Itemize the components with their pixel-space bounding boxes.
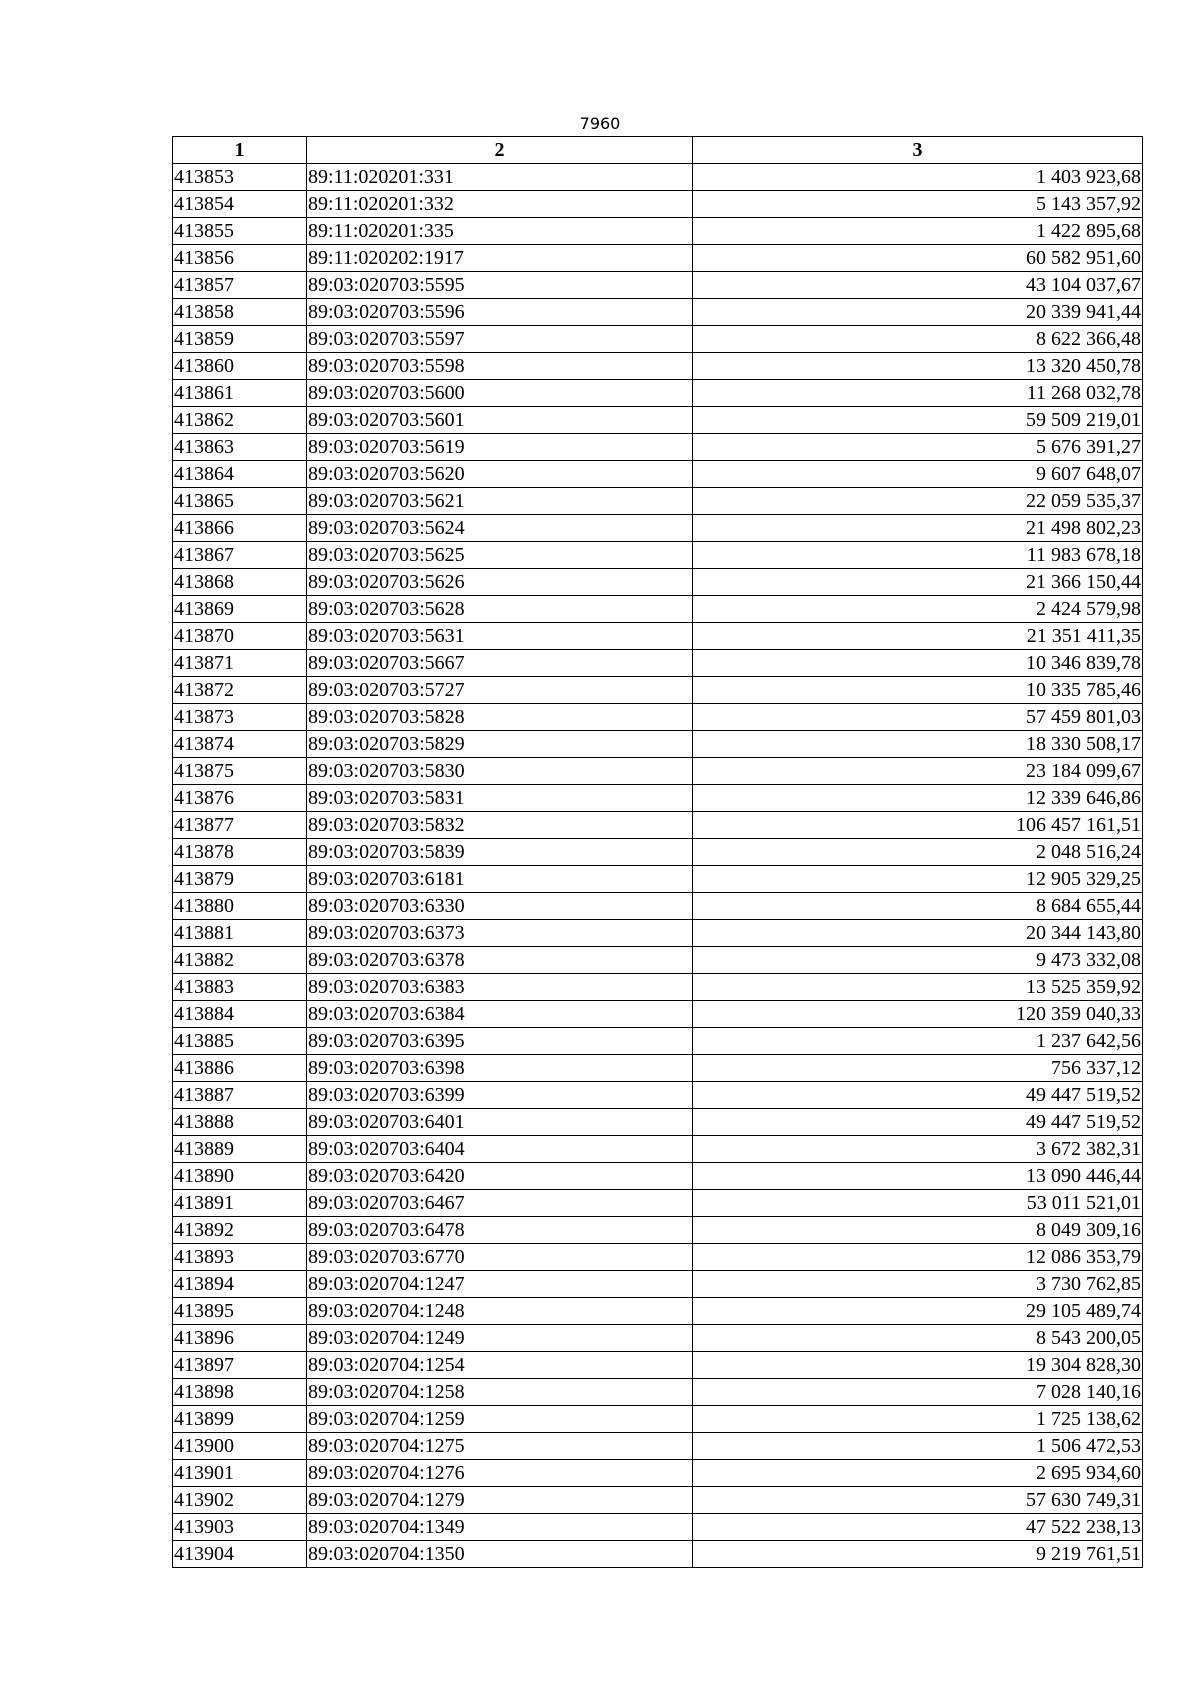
row-id-cell: 413869 [173,596,307,623]
row-id-cell: 413855 [173,218,307,245]
value-cell: 12 905 329,25 [693,866,1143,893]
row-id-cell: 413903 [173,1514,307,1541]
data-table [172,136,1143,1568]
cadastral-number-cell: 89:03:020703:5828 [307,704,693,731]
table-row [173,1244,1143,1271]
table-row [173,218,1143,245]
table-row [173,974,1143,1001]
cadastral-number-cell: 89:03:020703:5596 [307,299,693,326]
cadastral-number-cell: 89:03:020704:1249 [307,1325,693,1352]
value-cell: 9 219 761,51 [693,1541,1143,1568]
row-id-cell: 413865 [173,488,307,515]
cadastral-number-cell: 89:11:020201:331 [307,164,693,191]
cadastral-number-cell: 89:03:020703:5839 [307,839,693,866]
table-row [173,893,1143,920]
table-row [173,812,1143,839]
table-row [173,407,1143,434]
cadastral-number-cell: 89:03:020703:5597 [307,326,693,353]
cadastral-number-cell: 89:03:020703:6399 [307,1082,693,1109]
row-id-cell: 413867 [173,542,307,569]
value-cell: 3 672 382,31 [693,1136,1143,1163]
row-id-cell: 413879 [173,866,307,893]
cadastral-number-cell: 89:03:020703:6398 [307,1055,693,1082]
table-row [173,1190,1143,1217]
row-id-cell: 413876 [173,785,307,812]
table-row [173,1136,1143,1163]
table-row [173,1406,1143,1433]
cadastral-number-cell: 89:03:020703:6467 [307,1190,693,1217]
table-row [173,1433,1143,1460]
page-number: 7960 [579,114,621,133]
value-cell: 18 330 508,17 [693,731,1143,758]
row-id-cell: 413885 [173,1028,307,1055]
value-cell: 43 104 037,67 [693,272,1143,299]
table-row [173,272,1143,299]
row-id-cell: 413882 [173,947,307,974]
cadastral-number-cell: 89:03:020703:6770 [307,1244,693,1271]
value-cell: 8 622 366,48 [693,326,1143,353]
value-cell: 20 339 941,44 [693,299,1143,326]
value-cell: 1 403 923,68 [693,164,1143,191]
value-cell: 21 498 802,23 [693,515,1143,542]
table-row [173,839,1143,866]
table-row [173,191,1143,218]
table-row [173,1487,1143,1514]
table-row [173,1298,1143,1325]
row-id-cell: 413899 [173,1406,307,1433]
value-cell: 106 457 161,51 [693,812,1143,839]
value-cell: 57 630 749,31 [693,1487,1143,1514]
cadastral-number-cell: 89:03:020703:5624 [307,515,693,542]
table-row [173,704,1143,731]
table-row [173,1379,1143,1406]
table-row [173,1163,1143,1190]
cadastral-number-cell: 89:03:020703:6181 [307,866,693,893]
row-id-cell: 413856 [173,245,307,272]
cadastral-number-cell: 89:03:020703:5595 [307,272,693,299]
row-id-cell: 413898 [173,1379,307,1406]
value-cell: 49 447 519,52 [693,1109,1143,1136]
row-id-cell: 413871 [173,650,307,677]
table-row [173,461,1143,488]
value-cell: 9 607 648,07 [693,461,1143,488]
row-id-cell: 413889 [173,1136,307,1163]
table-row [173,785,1143,812]
table-row [173,353,1143,380]
value-cell: 1 237 642,56 [693,1028,1143,1055]
cadastral-number-cell: 89:03:020703:6395 [307,1028,693,1055]
table-row [173,1028,1143,1055]
row-id-cell: 413893 [173,1244,307,1271]
row-id-cell: 413891 [173,1190,307,1217]
value-cell: 7 028 140,16 [693,1379,1143,1406]
header-row [173,137,1143,164]
value-cell: 12 339 646,86 [693,785,1143,812]
table-row [173,920,1143,947]
cadastral-number-cell: 89:03:020703:5829 [307,731,693,758]
row-id-cell: 413878 [173,839,307,866]
value-cell: 756 337,12 [693,1055,1143,1082]
column-header-3: 3 [693,137,1143,164]
row-id-cell: 413892 [173,1217,307,1244]
cadastral-number-cell: 89:03:020704:1275 [307,1433,693,1460]
table-row [173,947,1143,974]
value-cell: 12 086 353,79 [693,1244,1143,1271]
table-row [173,1271,1143,1298]
cadastral-number-cell: 89:03:020704:1259 [307,1406,693,1433]
table-row [173,245,1143,272]
value-cell: 8 543 200,05 [693,1325,1143,1352]
value-cell: 21 366 150,44 [693,569,1143,596]
row-id-cell: 413880 [173,893,307,920]
cadastral-number-cell: 89:03:020704:1248 [307,1298,693,1325]
cadastral-number-cell: 89:03:020703:5620 [307,461,693,488]
cadastral-number-cell: 89:03:020703:6330 [307,893,693,920]
cadastral-number-cell: 89:03:020703:6384 [307,1001,693,1028]
row-id-cell: 413877 [173,812,307,839]
value-cell: 59 509 219,01 [693,407,1143,434]
value-cell: 49 447 519,52 [693,1082,1143,1109]
table-row [173,1325,1143,1352]
table-row [173,1082,1143,1109]
row-id-cell: 413894 [173,1271,307,1298]
cadastral-number-cell: 89:03:020703:5619 [307,434,693,461]
row-id-cell: 413873 [173,704,307,731]
cadastral-number-cell: 89:03:020703:5667 [307,650,693,677]
table-row [173,758,1143,785]
table-row [173,1109,1143,1136]
cadastral-number-cell: 89:03:020704:1254 [307,1352,693,1379]
cadastral-number-cell: 89:03:020703:5832 [307,812,693,839]
table-row [173,1001,1143,1028]
value-cell: 19 304 828,30 [693,1352,1143,1379]
row-id-cell: 413881 [173,920,307,947]
cadastral-number-cell: 89:03:020703:5625 [307,542,693,569]
value-cell: 2 424 579,98 [693,596,1143,623]
row-id-cell: 413887 [173,1082,307,1109]
value-cell: 8 684 655,44 [693,893,1143,920]
value-cell: 13 320 450,78 [693,353,1143,380]
cadastral-number-cell: 89:03:020703:6383 [307,974,693,1001]
cadastral-number-cell: 89:11:020202:1917 [307,245,693,272]
value-cell: 10 346 839,78 [693,650,1143,677]
cadastral-number-cell: 89:03:020703:5601 [307,407,693,434]
table-row [173,623,1143,650]
cadastral-number-cell: 89:03:020703:6373 [307,920,693,947]
table-row [173,596,1143,623]
table-row [173,380,1143,407]
row-id-cell: 413883 [173,974,307,1001]
row-id-cell: 413901 [173,1460,307,1487]
cadastral-number-cell: 89:03:020703:6401 [307,1109,693,1136]
table-row [173,1514,1143,1541]
row-id-cell: 413868 [173,569,307,596]
row-id-cell: 413900 [173,1433,307,1460]
cadastral-number-cell: 89:03:020703:5727 [307,677,693,704]
row-id-cell: 413860 [173,353,307,380]
row-id-cell: 413854 [173,191,307,218]
row-id-cell: 413858 [173,299,307,326]
row-id-cell: 413895 [173,1298,307,1325]
cadastral-number-cell: 89:11:020201:332 [307,191,693,218]
cadastral-number-cell: 89:03:020703:6378 [307,947,693,974]
table-row [173,1352,1143,1379]
value-cell: 53 011 521,01 [693,1190,1143,1217]
table-row [173,434,1143,461]
value-cell: 13 525 359,92 [693,974,1143,1001]
value-cell: 21 351 411,35 [693,623,1143,650]
column-header-1: 1 [173,137,307,164]
value-cell: 13 090 446,44 [693,1163,1143,1190]
table-row [173,515,1143,542]
cadastral-number-cell: 89:03:020703:5626 [307,569,693,596]
row-id-cell: 413888 [173,1109,307,1136]
cadastral-number-cell: 89:03:020704:1279 [307,1487,693,1514]
value-cell: 3 730 762,85 [693,1271,1143,1298]
value-cell: 47 522 238,13 [693,1514,1143,1541]
value-cell: 2 695 934,60 [693,1460,1143,1487]
value-cell: 10 335 785,46 [693,677,1143,704]
row-id-cell: 413897 [173,1352,307,1379]
value-cell: 8 049 309,16 [693,1217,1143,1244]
table-body [173,164,1143,1568]
cadastral-number-cell: 89:03:020704:1349 [307,1514,693,1541]
cadastral-number-cell: 89:03:020703:5631 [307,623,693,650]
cadastral-number-cell: 89:03:020703:5830 [307,758,693,785]
value-cell: 11 268 032,78 [693,380,1143,407]
value-cell: 22 059 535,37 [693,488,1143,515]
cadastral-number-cell: 89:03:020703:5621 [307,488,693,515]
table-row [173,1541,1143,1568]
value-cell: 1 422 895,68 [693,218,1143,245]
row-id-cell: 413872 [173,677,307,704]
value-cell: 1 506 472,53 [693,1433,1143,1460]
table-row [173,731,1143,758]
table-row [173,164,1143,191]
cadastral-number-cell: 89:03:020703:6478 [307,1217,693,1244]
value-cell: 29 105 489,74 [693,1298,1143,1325]
row-id-cell: 413861 [173,380,307,407]
cadastral-number-cell: 89:03:020704:1258 [307,1379,693,1406]
table-row [173,299,1143,326]
cadastral-number-cell: 89:03:020704:1350 [307,1541,693,1568]
row-id-cell: 413884 [173,1001,307,1028]
value-cell: 5 143 357,92 [693,191,1143,218]
value-cell: 60 582 951,60 [693,245,1143,272]
table-row [173,326,1143,353]
table-row [173,1055,1143,1082]
row-id-cell: 413862 [173,407,307,434]
cadastral-number-cell: 89:03:020703:6420 [307,1163,693,1190]
table-row [173,650,1143,677]
table-row [173,866,1143,893]
row-id-cell: 413874 [173,731,307,758]
cadastral-number-cell: 89:03:020703:5598 [307,353,693,380]
value-cell: 20 344 143,80 [693,920,1143,947]
table-row [173,677,1143,704]
value-cell: 9 473 332,08 [693,947,1143,974]
value-cell: 11 983 678,18 [693,542,1143,569]
row-id-cell: 413864 [173,461,307,488]
row-id-cell: 413857 [173,272,307,299]
row-id-cell: 413853 [173,164,307,191]
value-cell: 120 359 040,33 [693,1001,1143,1028]
cadastral-number-cell: 89:03:020703:5600 [307,380,693,407]
value-cell: 2 048 516,24 [693,839,1143,866]
table-row [173,488,1143,515]
cadastral-number-cell: 89:03:020703:5831 [307,785,693,812]
cadastral-number-cell: 89:03:020704:1247 [307,1271,693,1298]
table-row [173,1217,1143,1244]
row-id-cell: 413904 [173,1541,307,1568]
value-cell: 23 184 099,67 [693,758,1143,785]
cadastral-number-cell: 89:03:020703:5628 [307,596,693,623]
row-id-cell: 413896 [173,1325,307,1352]
row-id-cell: 413863 [173,434,307,461]
row-id-cell: 413902 [173,1487,307,1514]
row-id-cell: 413875 [173,758,307,785]
table-row [173,1460,1143,1487]
table-row [173,542,1143,569]
value-cell: 1 725 138,62 [693,1406,1143,1433]
row-id-cell: 413886 [173,1055,307,1082]
table-row [173,569,1143,596]
value-cell: 57 459 801,03 [693,704,1143,731]
column-header-2: 2 [307,137,693,164]
value-cell: 5 676 391,27 [693,434,1143,461]
row-id-cell: 413866 [173,515,307,542]
row-id-cell: 413870 [173,623,307,650]
row-id-cell: 413859 [173,326,307,353]
cadastral-number-cell: 89:11:020201:335 [307,218,693,245]
row-id-cell: 413890 [173,1163,307,1190]
cadastral-number-cell: 89:03:020703:6404 [307,1136,693,1163]
cadastral-number-cell: 89:03:020704:1276 [307,1460,693,1487]
